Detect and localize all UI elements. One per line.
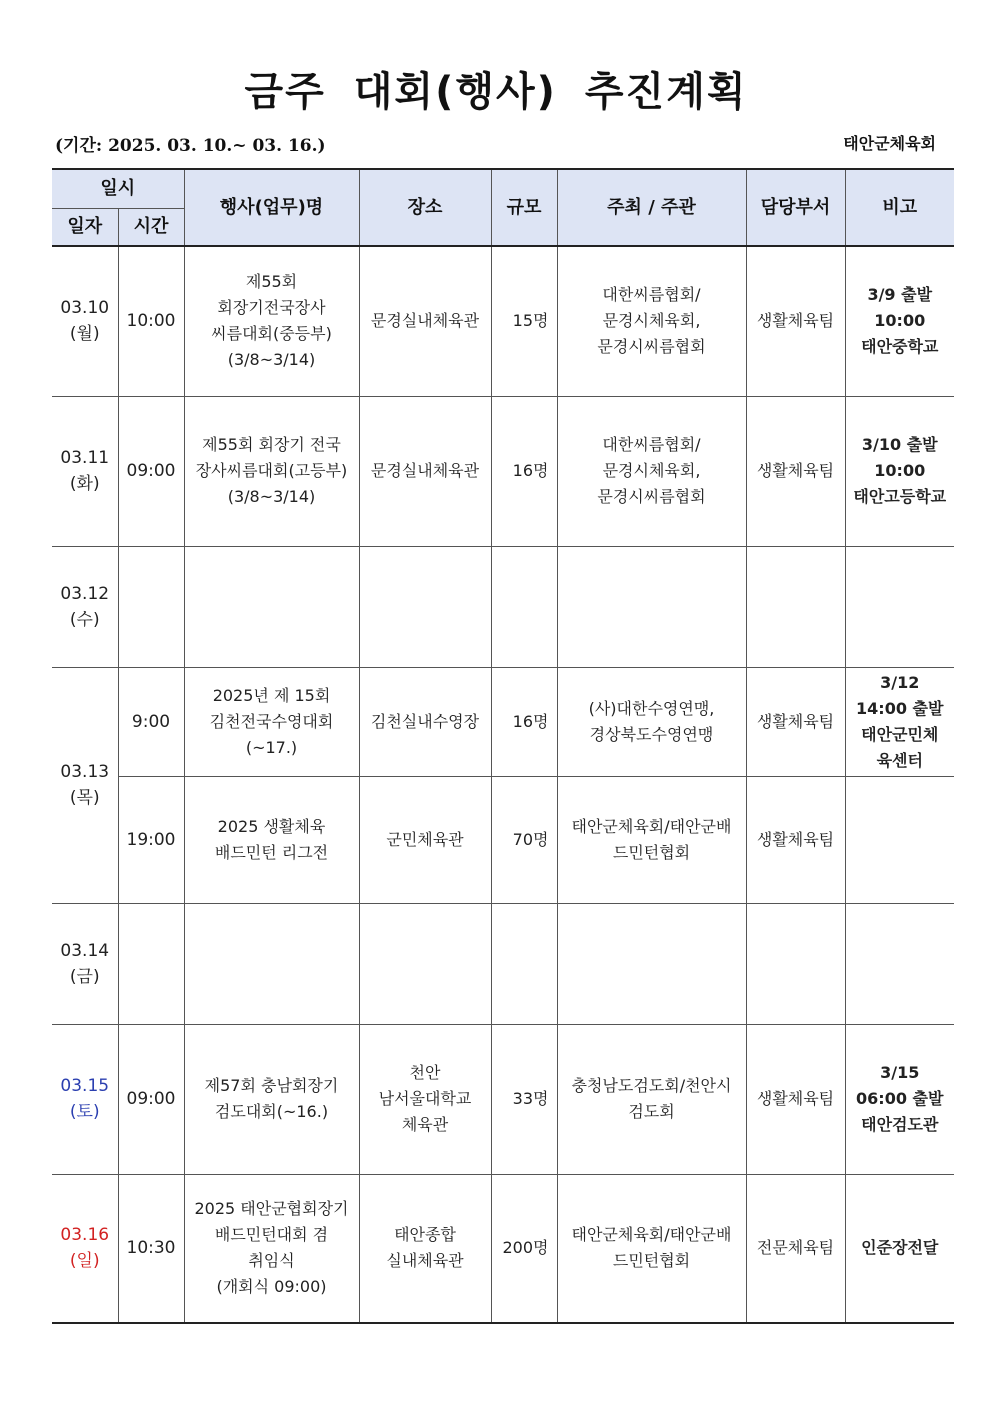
date-cell — [52, 1174, 118, 1323]
weekday-text: (목) — [69, 788, 100, 808]
scale-cell: 70명 — [491, 776, 557, 903]
note-cell-line: 인준장전달 — [861, 1238, 939, 1258]
note-cell-line: 태안검도관 — [861, 1115, 939, 1134]
weekday-text: (월) — [69, 324, 100, 345]
schedule-body — [52, 246, 954, 1323]
host-cell-line: 검도회 — [628, 1102, 675, 1121]
venue-cell — [359, 1024, 491, 1174]
host-cell-line: 태안군체육회/태안군배 — [571, 816, 732, 836]
host-cell-line: 드민턴협회 — [612, 842, 691, 862]
dept-cell: 생활체육팀 — [746, 246, 845, 396]
note-cell — [845, 903, 954, 1024]
date-text: 03.11 — [60, 448, 110, 468]
host-cell — [557, 1174, 746, 1323]
header-datetime: 일시 — [52, 169, 184, 209]
dept-cell — [746, 903, 845, 1024]
dept-cell: 생활체육팀 — [746, 396, 845, 546]
host-cell — [557, 1024, 746, 1174]
host-cell-line: 대한씨름협회/ — [602, 435, 701, 454]
weekday-text: (일) — [69, 1251, 100, 1272]
date-text: 03.16 — [60, 1225, 110, 1246]
event-cell — [184, 1174, 359, 1323]
header-scale: 규모 — [491, 169, 557, 246]
host-cell-line: 문경시씨름협회 — [597, 487, 706, 506]
header-event: 행사(업무)명 — [184, 169, 359, 246]
title-word: 추진계획 — [584, 69, 748, 115]
header-date: 일자 — [52, 209, 118, 247]
dept-cell: 생활체육팀 — [746, 1024, 845, 1174]
event-cell-line: 검도대회(~16.) — [214, 1102, 329, 1121]
note-cell-line: 태안군민체 — [861, 724, 939, 744]
host-cell-line: 문경시체육회, — [602, 311, 701, 331]
note-cell — [845, 1024, 954, 1174]
note-cell — [845, 246, 954, 396]
host-cell-line: 문경시씨름협회 — [597, 337, 706, 357]
venue-cell — [359, 396, 491, 546]
note-cell-line: 3/12 — [880, 672, 920, 692]
date-cell — [52, 1024, 118, 1174]
dept-cell — [746, 546, 845, 667]
date-cell — [52, 246, 118, 396]
scale-cell — [491, 903, 557, 1024]
event-cell-line: 2025 태안군협회장기 — [194, 1199, 349, 1219]
event-cell-line: 제55회 회장기 전국 — [202, 435, 341, 454]
event-cell — [184, 903, 359, 1024]
host-cell — [557, 667, 746, 776]
date-text: 03.10 — [60, 298, 110, 319]
host-cell-line: 문경시체육회, — [602, 461, 701, 480]
host-cell-line: 태안군체육회/태안군배 — [571, 1225, 732, 1245]
scale-cell: 16명 — [491, 667, 557, 776]
note-cell-line: 3/9 출발 — [867, 285, 933, 305]
event-cell-line: (~17.) — [245, 737, 298, 757]
venue-cell-line: 실내체육관 — [386, 1251, 464, 1271]
weekday-text: (화) — [69, 474, 100, 494]
venue-cell-line: 군민체육관 — [386, 829, 464, 849]
weekday-text: (금) — [69, 966, 100, 987]
venue-cell-line: 문경실내체육관 — [370, 311, 480, 331]
host-cell — [557, 546, 746, 667]
date-text: 03.13 — [60, 762, 110, 782]
event-cell — [184, 776, 359, 903]
header-time: 시간 — [118, 209, 184, 247]
schedule-row — [52, 246, 954, 396]
event-cell-line: 2025 생활체육 — [217, 816, 326, 836]
schedule-row — [52, 776, 954, 903]
scale-cell: 15명 — [491, 246, 557, 396]
venue-cell — [359, 546, 491, 667]
event-cell-line: 2025년 제 15회 — [212, 685, 331, 705]
event-cell-line: 제57회 충남회장기 — [204, 1076, 339, 1095]
event-cell — [184, 396, 359, 546]
host-cell — [557, 396, 746, 546]
scale-cell — [491, 546, 557, 667]
date-text: 03.12 — [60, 583, 110, 604]
venue-cell — [359, 667, 491, 776]
event-cell-line: 장사씨름대회(고등부) — [195, 461, 348, 480]
dept-cell: 생활체육팀 — [746, 667, 845, 776]
event-cell — [184, 246, 359, 396]
event-cell — [184, 1024, 359, 1174]
scale-cell: 200명 — [491, 1174, 557, 1323]
schedule-row — [52, 667, 954, 776]
scale-cell: 16명 — [491, 396, 557, 546]
venue-cell-line: 남서울대학교 — [378, 1089, 472, 1108]
header-note: 비고 — [845, 169, 954, 246]
header-host: 주최 / 주관 — [557, 169, 746, 246]
event-cell-line: 배드민턴대회 겸 — [214, 1225, 329, 1245]
header-venue: 장소 — [359, 169, 491, 246]
schedule-row — [52, 1174, 954, 1323]
time-cell: 10:30 — [118, 1174, 184, 1323]
venue-cell-line: 천안 — [409, 1063, 441, 1082]
venue-cell — [359, 246, 491, 396]
event-cell-line: 취임식 — [248, 1251, 295, 1271]
note-cell — [845, 1174, 954, 1323]
period-text: (기간: 2025. 03. 10.~ 03. 16.) — [55, 136, 326, 156]
note-cell — [845, 776, 954, 903]
weekday-text: (토) — [69, 1102, 100, 1122]
note-cell-line: 10:00 — [874, 461, 926, 480]
note-cell-line: 3/10 출발 — [861, 435, 938, 454]
event-cell-line: (개회식 09:00) — [216, 1277, 327, 1297]
title-word: 대회(행사) — [353, 69, 557, 115]
event-cell-line: 제55회 — [245, 272, 298, 292]
date-cell — [52, 396, 118, 546]
host-cell — [557, 246, 746, 396]
note-cell-line: 10:00 — [874, 311, 926, 331]
date-text: 03.15 — [60, 1076, 110, 1096]
weekday-text: (수) — [69, 609, 100, 630]
venue-cell-line: 태안종합 — [394, 1225, 456, 1245]
note-cell-line: 태안중학교 — [861, 337, 939, 357]
date-cell — [52, 667, 118, 903]
venue-cell — [359, 776, 491, 903]
host-cell — [557, 903, 746, 1024]
host-cell-line: 경상북도수영연맹 — [589, 724, 714, 744]
time-cell: 19:00 — [118, 776, 184, 903]
note-cell-line: 3/15 — [880, 1063, 920, 1082]
event-cell-line: (3/8~3/14) — [227, 487, 316, 506]
time-cell: 09:00 — [118, 396, 184, 546]
event-cell-line: 김천전국수영대회 — [209, 711, 334, 731]
note-cell-line: 06:00 출발 — [856, 1089, 944, 1108]
dept-cell: 생활체육팀 — [746, 776, 845, 903]
dept-cell: 전문체육팀 — [746, 1174, 845, 1323]
venue-cell — [359, 1174, 491, 1323]
event-cell — [184, 546, 359, 667]
event-cell-line: 회장기전국장사 — [217, 298, 326, 318]
title-word: 금주 — [244, 69, 326, 115]
schedule-row — [52, 1024, 954, 1174]
time-cell — [118, 546, 184, 667]
time-cell: 09:00 — [118, 1024, 184, 1174]
venue-cell-line: 문경실내체육관 — [370, 461, 480, 480]
schedule-row — [52, 396, 954, 546]
note-cell — [845, 396, 954, 546]
event-cell-line: (3/8~3/14) — [227, 350, 316, 370]
schedule-row — [52, 903, 954, 1024]
venue-cell — [359, 903, 491, 1024]
page-title — [0, 60, 992, 117]
schedule-row — [52, 546, 954, 667]
time-cell: 10:00 — [118, 246, 184, 396]
header-dept: 담당부서 — [746, 169, 845, 246]
scale-cell: 33명 — [491, 1024, 557, 1174]
note-cell — [845, 546, 954, 667]
schedule-table — [52, 168, 954, 1324]
note-cell — [845, 667, 954, 776]
event-cell — [184, 667, 359, 776]
date-text: 03.14 — [60, 940, 110, 961]
host-cell — [557, 776, 746, 903]
time-cell: 9:00 — [118, 667, 184, 776]
note-cell-line: 육센터 — [876, 750, 923, 770]
venue-cell-line: 김천실내수영장 — [370, 711, 480, 731]
event-cell-line: 씨름대회(중등부) — [211, 324, 332, 344]
host-cell-line: 드민턴협회 — [612, 1251, 691, 1271]
event-cell-line: 배드민턴 리그전 — [214, 842, 329, 862]
date-cell — [52, 903, 118, 1024]
host-cell-line: (사)대한수영연맹, — [588, 698, 715, 718]
organization-name: 태안군체육회 — [843, 134, 936, 153]
note-cell-line: 태안고등학교 — [853, 487, 947, 506]
note-cell-line: 14:00 출발 — [856, 698, 944, 718]
host-cell-line: 대한씨름협회/ — [602, 285, 701, 305]
venue-cell-line: 체육관 — [401, 1115, 449, 1134]
time-cell — [118, 903, 184, 1024]
date-cell — [52, 546, 118, 667]
host-cell-line: 충청남도검도회/천안시 — [571, 1076, 732, 1095]
